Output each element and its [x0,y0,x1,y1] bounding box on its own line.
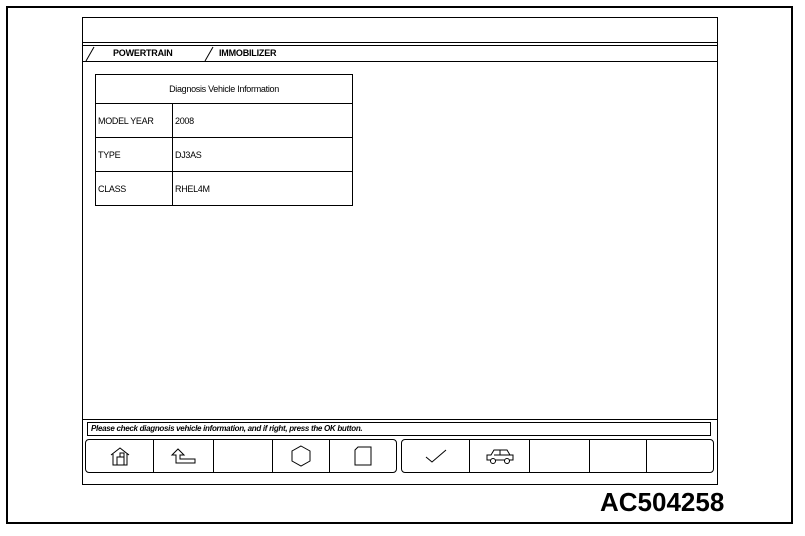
home-icon [108,445,132,467]
ok-button[interactable] [402,440,470,472]
hexagon-icon [289,444,313,468]
model-year-value: 2008 [173,104,353,138]
type-value: DJ3AS [173,138,353,172]
page-button[interactable] [330,440,396,472]
page-icon [352,445,374,467]
right-toolbar [401,439,714,473]
title-bar [83,18,717,43]
table-row [96,138,353,172]
breadcrumb [83,46,717,62]
blank-button-4[interactable] [647,440,713,472]
left-toolbar [85,439,397,473]
type-label: TYPE [96,138,173,172]
vehicle-button[interactable] [470,440,530,472]
breadcrumb-separators [83,46,717,62]
diagnostic-screen [82,17,718,485]
table-row [96,104,353,138]
return-button[interactable] [154,440,214,472]
stop-button[interactable] [273,440,330,472]
breadcrumb-powertrain[interactable]: POWERTRAIN [113,48,173,58]
vehicle-info-table [95,74,353,206]
blank-button-3[interactable] [590,440,647,472]
return-icon [170,445,198,467]
check-icon [424,447,448,465]
class-label: CLASS [96,172,173,206]
figure-id: AC504258 [600,487,725,517]
table-row [96,172,353,206]
home-button[interactable] [86,440,154,472]
model-year-label: MODEL YEAR [96,104,173,138]
breadcrumb-immobilizer[interactable]: IMMOBILIZER [219,48,277,58]
blank-button-1[interactable] [214,440,273,472]
car-icon [485,447,515,465]
blank-button-2[interactable] [530,440,590,472]
class-value: RHEL4M [173,172,353,206]
vehicle-info-title: Diagnosis Vehicle Information [96,75,353,104]
breadcrumb-underline [83,61,717,62]
status-divider [83,419,717,420]
status-message: Please check diagnosis vehicle information, and if right, press the OK button. [87,422,711,436]
